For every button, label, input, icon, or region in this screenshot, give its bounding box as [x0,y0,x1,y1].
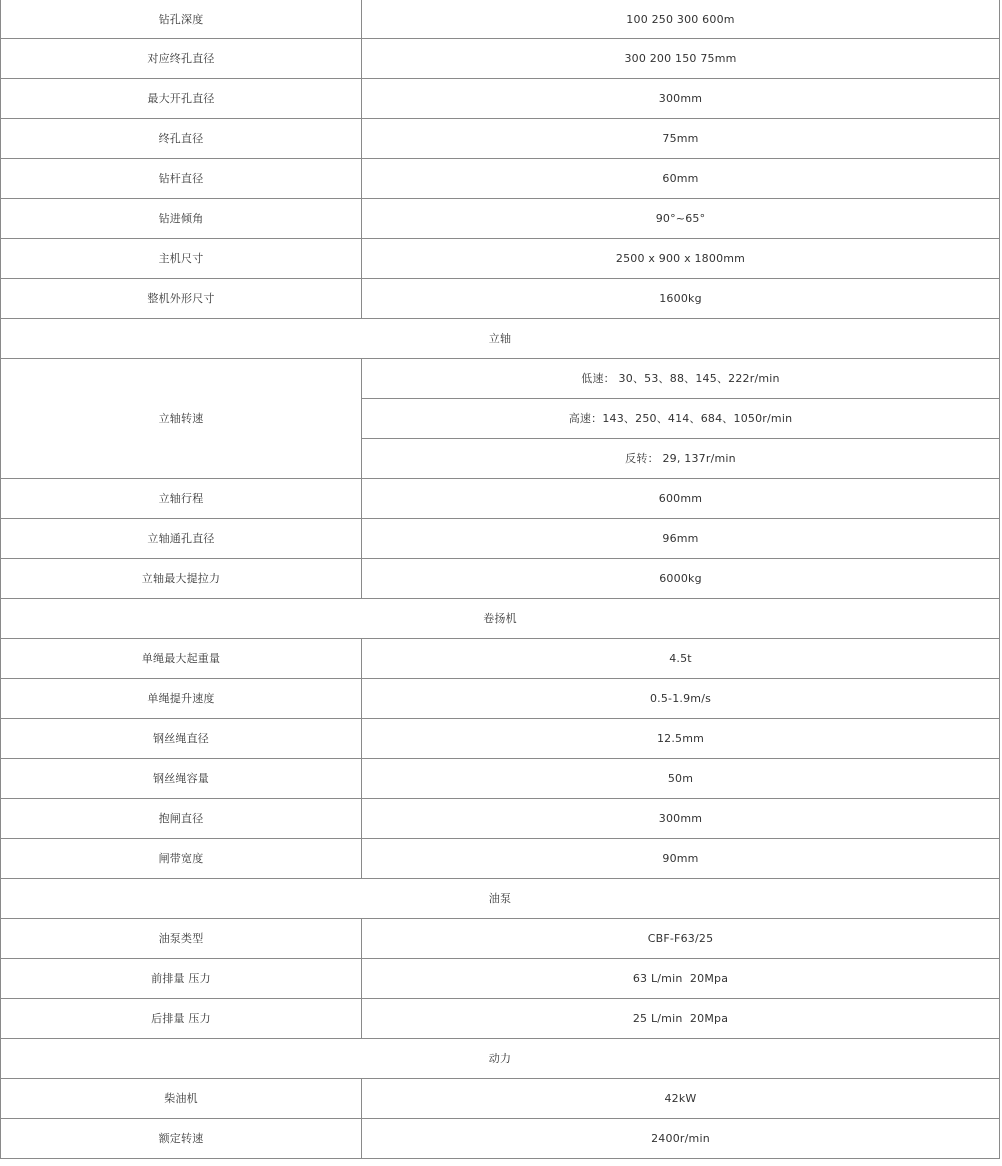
section-heading: 油泵 [1,879,1000,919]
row-value-low-speed: 低速： 30、53、88、145、222r/min [362,359,1000,399]
table-row [1,559,1000,599]
row-label: 钢丝绳直径 [1,719,362,759]
table-row [1,759,1000,799]
row-label: 立轴转速 [1,359,362,479]
row-label: 闸带宽度 [1,839,362,879]
table-row [1,0,1000,39]
row-value: 300 200 150 75mm [362,39,1000,79]
row-label: 终孔直径 [1,119,362,159]
row-label: 单绳最大起重量 [1,639,362,679]
row-label: 前排量 压力 [1,959,362,999]
row-value: 600mm [362,479,1000,519]
section-row-spindle [1,319,1000,359]
table-row [1,839,1000,879]
row-label: 立轴最大提拉力 [1,559,362,599]
table-row [1,239,1000,279]
row-label: 钢丝绳容量 [1,759,362,799]
section-row-winch [1,599,1000,639]
row-value: 60mm [362,159,1000,199]
row-value: 6000kg [362,559,1000,599]
section-row-oil-pump [1,879,1000,919]
row-label: 钻进倾角 [1,199,362,239]
row-value: 12.5mm [362,719,1000,759]
table-row [1,959,1000,999]
row-label: 主机尺寸 [1,239,362,279]
row-label: 立轴行程 [1,479,362,519]
row-value: 50m [362,759,1000,799]
row-value: CBF-F63/25 [362,919,1000,959]
row-value: 96mm [362,519,1000,559]
row-label: 整机外形尺寸 [1,279,362,319]
row-value-high-speed: 高速：143、250、414、684、1050r/min [362,399,1000,439]
row-value: 100 250 300 600m [362,0,1000,39]
table-row [1,1079,1000,1119]
table-row [1,159,1000,199]
row-label: 抱闸直径 [1,799,362,839]
table-row [1,919,1000,959]
row-label: 后排量 压力 [1,999,362,1039]
row-label: 最大开孔直径 [1,79,362,119]
table-row [1,79,1000,119]
section-heading: 动力 [1,1039,1000,1079]
row-value: 25 L/min 20Mpa [362,999,1000,1039]
table-row [1,999,1000,1039]
row-value: 300mm [362,799,1000,839]
row-label: 立轴通孔直径 [1,519,362,559]
row-label: 钻杆直径 [1,159,362,199]
table-row [1,479,1000,519]
table-row [1,39,1000,79]
row-label: 油泵类型 [1,919,362,959]
row-label: 钻孔深度 [1,0,362,39]
row-value: 300mm [362,79,1000,119]
table-row [1,799,1000,839]
table-row [1,1119,1000,1159]
table-row [1,279,1000,319]
row-value: 90mm [362,839,1000,879]
row-label: 对应终孔直径 [1,39,362,79]
table-row [1,719,1000,759]
row-value: 75mm [362,119,1000,159]
section-heading: 立轴 [1,319,1000,359]
row-value: 63 L/min 20Mpa [362,959,1000,999]
row-label: 额定转速 [1,1119,362,1159]
row-value: 42kW [362,1079,1000,1119]
table-row [1,639,1000,679]
row-value: 4.5t [362,639,1000,679]
row-value: 2500 x 900 x 1800mm [362,239,1000,279]
table-row [1,519,1000,559]
row-value-reverse: 反转： 29, 137r/min [362,439,1000,479]
table-row [1,199,1000,239]
row-value: 2400r/min [362,1119,1000,1159]
spec-table-body [1,0,1000,1159]
table-row [1,679,1000,719]
section-row-power [1,1039,1000,1079]
row-label: 单绳提升速度 [1,679,362,719]
table-row [1,359,1000,399]
row-value: 90°~65° [362,199,1000,239]
row-value: 1600kg [362,279,1000,319]
section-heading: 卷扬机 [1,599,1000,639]
table-row [1,119,1000,159]
row-value: 0.5-1.9m/s [362,679,1000,719]
row-label: 柴油机 [1,1079,362,1119]
